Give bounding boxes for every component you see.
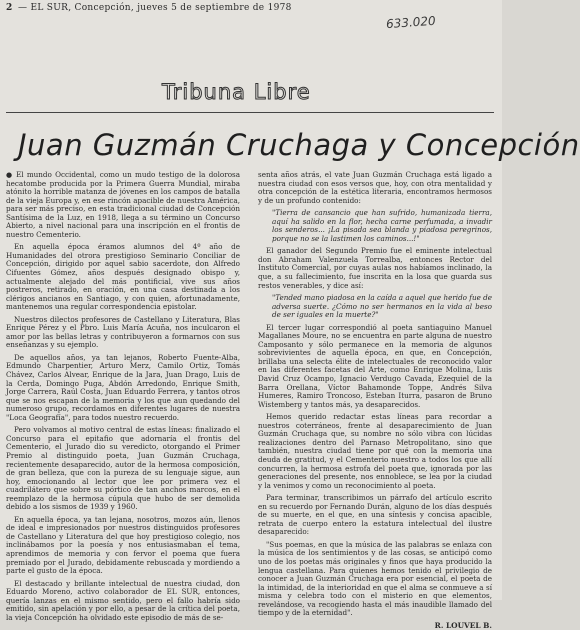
dateline: — EL SUR, Concepción, jueves 5 de septiembre de 1978 [18,3,292,13]
section-title: Tribuna Libre [162,80,311,104]
article-column-right [258,170,492,630]
paragraph: De aquellos años, ya tan lejanos, Roberto Fuente-Alba, Edmundo Charpentier, Arturo Merz, Camilo Ortiz, Tomás Chávez, Carlos Alvear, Enrique de la Jara, Juan Drago, Luis de la Cerda, Domingo Puga, Abdón Arredondo, Enrique Smith, Jorge Carrera, Raúl Costa, Juan Eduardo Ferrera, y tantos otros que se nos escapan de la memoria y los que aun quedando del numeroso grupo, recordamos en diferentes lugares de nuestra "Loca Geografía", para todos nuestro recuerdo. [6,352,240,422]
article-headline: Juan Guzmán Cruchaga y Concepción [18,128,580,162]
paragraph: ● El mundo Occidental, como un mudo testigo de la dolorosa hecatombe producida por la Primera Guerra Mundial, miraba atónito la horrible matanza de jóvenes en los campos de batalla de la vieja Europa y, en ese rincón apacible de nuestra América, para ser más preciso, en esta tradicional ciudad de Concepción Santísima de la Luz, en 1918, llega a su término un Concurso Abierto, a nivel nacional para una inscripción en el frontis de nuestro Cementerio. [6,171,240,239]
epitaph-poem-second-prize: "Tended mano piadosa en la caída a aquel que herido fue de adversa suerte. ¿Cómo no ser hermanos en la vida al beso de ser iguales en la muerte?" [272,293,492,320]
paragraph: senta años atrás, el vate Juan Guzmán Cruchaga está ligado a nuestra ciudad con esos versos que, hoy, con otra mentalidad y otra concepción de la estética literaria, encontramos hermosos y de un profundo contenido: [258,170,492,205]
page-number: 2 [6,3,13,13]
epitaph-poem-first-prize: "Tierra de cansancio que han sufrido, humanizada tierra, aquí ha salido en la flor, hecha carne perfumada, a invadir los senderos... ¡La pisada sea blanda y piadosa peregrinos, porque no se la lastimen los caminos...!" [272,208,492,243]
author-signature: R. LOUVEL B. [434,620,492,630]
paragraph: Nuestros dilectos profesores de Castellano y Literatura, Blas Enrique Pérez y el Pbro. Luis María Acuña, nos inculcaron el amor por las bellas letras y contribuyeron a formarnos con sus enseñanzas y su ejemplo. [6,314,240,350]
divider-line [6,112,494,113]
paragraph: En aquella época éramos alumnos del 4º año de Humanidades del otrora prestigioso Seminario Conciliar de Concepción, dirigido por aquel sabio sacerdote, don Alfredo Cifuentes Gómez, años después designado obispo y, actualmente alejado del más pontificial, vive sus años postreros, retirado, en oración, en una casa destinada a los clérigos ancianos en Santiago, y con quien, afortunadamente, mantenemos una regular correspondencia epistolar. [6,242,240,312]
article-column-left [6,170,240,622]
paragraph: En aquella época, ya tan lejana, nosotros, mozos aún, llenos de ideal e impresionados por nuestros distinguidos profesores de Castellano y Literatura del que hoy prestigioso colegio, nos inclinábamos por la poesía y nos entusiasmaban el tema, aprendimos de memoria y con fervor el poema que fuera premiado por el Jurado, debidamente rebuscada y mordiendo a parte el gusto de la época. [6,514,240,576]
paragraph: Hemos querido redactar estas líneas para recordar a nuestros coterráneos, frente al desaparecimiento de Juan Guzmán Cruchaga que, su nombre no sólo vibra con lúcidas realizaciones dentro del Parnaso Metropolitano, sino que también, nuestra ciudad tiene por qué con la memoria una deuda de gratitud, y el Cementerio nuestro a todos los que allí concurren, la hermosa estrofa del poeta que, ignorada por las generaciones del presente, nos ennoblece, se lea por la ciudad y la venimos y como un reconocimiento al poeta. [258,412,492,490]
paragraph: El ganador del Segundo Premio fue el eminente intelectual don Abraham Valenzuela Torrealba, entonces Rector del Instituto Comercial, por cuyas aulas nos habíamos inclinado, la que, a su fallecimiento, fue inscrita en la losa que guarda sus restos venerables, y dice así: [258,246,492,290]
paragraph: El tercer lugar correspondió al poeta santiaguino Manuel Magallanes Moure, no se encuentra en parte alguna de nuestro Camposanto y sólo permanece en la memoria de algunos sobrevivientes de aquella época, en que, en Concepción, brillaba una selecta élite de intelectuales de reconocido valor en las diferentes facetas del Arte, como Enrique Molina, Luis David Cruz Ocampo, Ignacio Verdugo Cavada, Ezequiel de la Barra Orellana, Víctor Bahamonde Toppe, Andrés Silva Humeres, Ramiro Troncoso, Esteban Iturra, pasaron de Bruno Wistemberg y tantos más, ya desaparecidos. [258,322,492,409]
paragraph: Para terminar, transcribimos un párrafo del artículo escrito en su recuerdo por Fernando Durán, alguno de los días después de su muerte, en el que, en una síntesis y concisa apacible, retrata de cuerpo entero la estatura intelectual del ilustre desaparecido: [258,493,492,537]
paragraph: Pero volvamos al motivo central de estas líneas: finalizado el Concurso para el epitafio que adornaría el frontis del Cementerio, el Jurado dio su veredicto, otorgando el Primer Premio al distinguido poeta, Juan Guzmán Cruchaga, recientemente desaparecido, autor de la hermosa composición, de gran belleza, que con la pureza de su lenguaje sigue, aun hoy, emocionando al lector que lee por primera vez el cuadrilátero que sobre su pórtico de tan anchos marcos, en el reemplazo de la hermosa cúpula que hubo de ser demolida debido a los sismos de 1939 y 1960. [6,425,240,512]
paragraph: "Sus poemas, en que la música de las palabras se enlaza con la música de los sentimientos y de las cosas, se anticipó como uno de los poetas más originales y finos que haya producido la lengua castellana. Para quienes hemos tenido el privilegio de conocer a Juan Guzmán Cruchaga era por esencial, el poeta de la intimidad, de la interioridad en que el alma se conmueve a sí misma y celebra todo con el misterio en que elementos, revelándose, va recogiendo hasta el más inaudible llamado del tiempo y de la eternidad". [258,539,492,618]
paragraph: El destacado y brillante intelectual de nuestra ciudad, don Eduardo Moreno, activo colaborador de EL SUR, entonces, quería lanzas en el mismo sentido, pero el fallo habría sido emitido, sin apelación y por ello, a pesar de la crítica del poeta, la vieja Concepción ha olvidado este episodio de más de se- [6,578,240,622]
handwritten-archive-number: 633.020 [385,13,437,32]
